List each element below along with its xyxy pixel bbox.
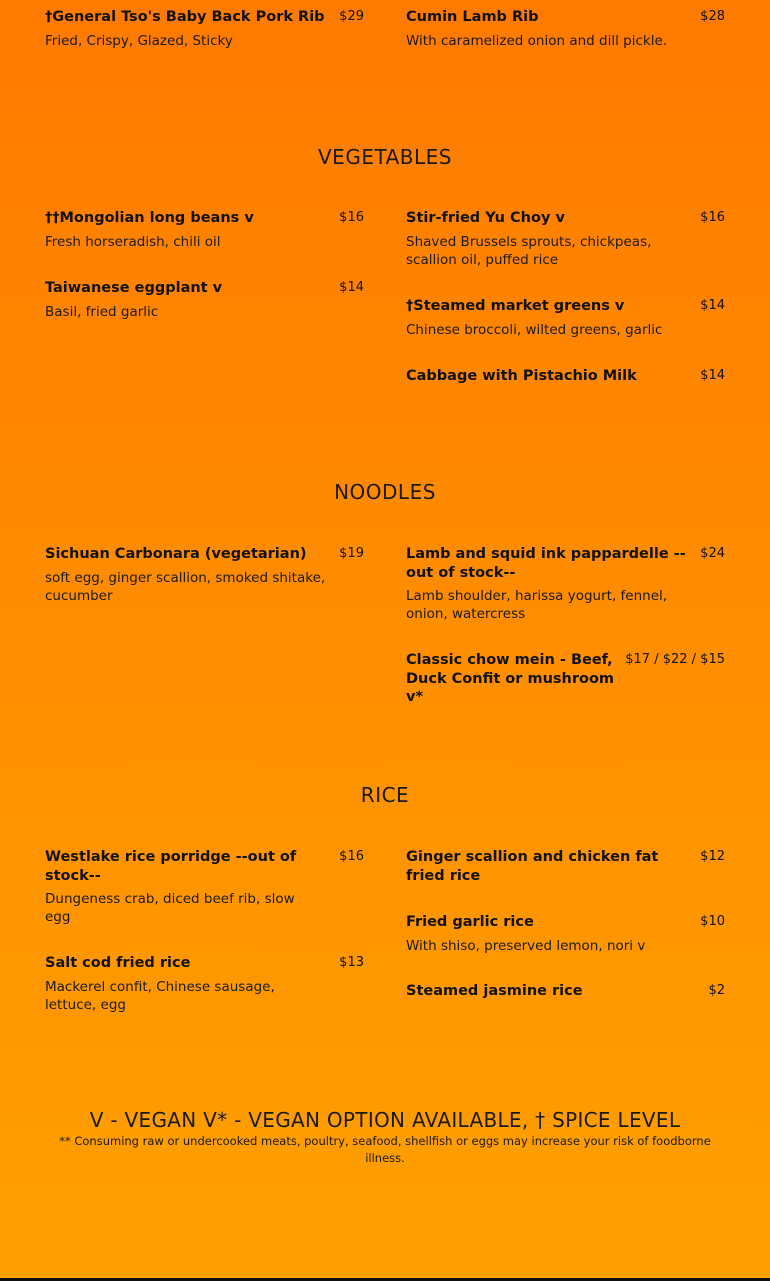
food-safety-note: ** Consuming raw or undercooked meats, poultry, seafood, shellfish or eggs may increase your risk of foodborne illness.	[59, 1134, 711, 1165]
item-description: Dungeness crab, diced beef rib, slow egg	[45, 891, 295, 925]
item-price: $17 / $22 / $15	[625, 652, 725, 667]
item-name: Stir-fried Yu Choy v	[406, 210, 565, 226]
item-description: Fresh horseradish, chili oil	[45, 233, 221, 250]
menu-item	[406, 651, 725, 707]
menu-item	[45, 209, 364, 251]
item-price: $16	[339, 849, 364, 864]
menu-item	[406, 8, 725, 50]
item-price: $2	[708, 983, 725, 998]
menu-item	[406, 367, 725, 386]
item-description: Basil, fried garlic	[45, 303, 159, 320]
menu-item	[45, 954, 364, 1014]
menu-item	[406, 545, 725, 623]
section-title: RICE	[360, 783, 410, 807]
item-description: Mackerel confit, Chinese sausage, lettuce, egg	[45, 978, 275, 1013]
section-title: VEGETABLES	[318, 145, 452, 169]
menu-item	[406, 297, 725, 339]
item-description: Chinese broccoli, wilted greens, garlic	[406, 321, 663, 338]
item-description: Shaved Brussels sprouts, chickpeas, scallion oil, puffed rice	[406, 233, 652, 268]
item-price: $16	[339, 210, 364, 225]
item-name: ††Mongolian long beans v	[45, 210, 254, 226]
legend-title: V - VEGAN V* - VEGAN OPTION AVAILABLE, † SPICE LEVEL	[89, 1108, 681, 1132]
item-name: Lamb and squid ink pappardelle --out of stock--	[406, 546, 686, 581]
item-description: Fried, Crispy, Glazed, Sticky	[45, 32, 233, 49]
menu-item	[406, 913, 725, 955]
item-price: $14	[700, 298, 725, 313]
menu-item	[406, 982, 725, 1001]
item-description: soft egg, ginger scallion, smoked shitake, cucumber	[45, 569, 326, 604]
item-price: $16	[700, 210, 725, 225]
item-name: Salt cod fried rice	[45, 955, 191, 971]
item-name: Ginger scallion and chicken fat fried rice	[406, 849, 659, 884]
item-name: Steamed jasmine rice	[406, 983, 583, 999]
item-price: $12	[700, 849, 725, 864]
item-price: $14	[339, 280, 364, 295]
item-name: Taiwanese eggplant v	[45, 280, 223, 296]
item-name: Westlake rice porridge --out of stock--	[45, 849, 297, 884]
item-name: Cumin Lamb Rib	[406, 9, 539, 25]
item-price: $19	[339, 546, 364, 561]
item-name: †General Tso's Baby Back Pork Rib	[45, 9, 325, 25]
menu-item	[406, 848, 725, 885]
item-description: Lamb shoulder, harissa yogurt, fennel, onion, watercress	[406, 588, 668, 622]
item-name: Fried garlic rice	[406, 914, 534, 930]
item-description: With shiso, preserved lemon, nori v	[406, 937, 646, 954]
item-price: $14	[700, 368, 725, 383]
item-name: Classic chow mein - Beef, Duck Confit or mushroom v*	[406, 652, 615, 705]
menu-item	[406, 209, 725, 269]
item-name: †Steamed market greens v	[406, 298, 625, 314]
menu-item	[45, 279, 364, 321]
item-name: Cabbage with Pistachio Milk	[406, 368, 637, 384]
menu-item	[45, 848, 364, 926]
menu-item	[45, 545, 364, 605]
item-description: With caramelized onion and dill pickle.	[406, 32, 668, 49]
menu-item	[45, 8, 364, 50]
item-price: $13	[339, 955, 364, 970]
section-title: NOODLES	[334, 480, 436, 504]
item-price: $10	[700, 914, 725, 929]
item-price: $29	[339, 9, 364, 24]
item-price: $28	[700, 9, 725, 24]
item-price: $24	[700, 546, 725, 561]
item-name: Sichuan Carbonara (vegetarian)	[45, 546, 307, 562]
